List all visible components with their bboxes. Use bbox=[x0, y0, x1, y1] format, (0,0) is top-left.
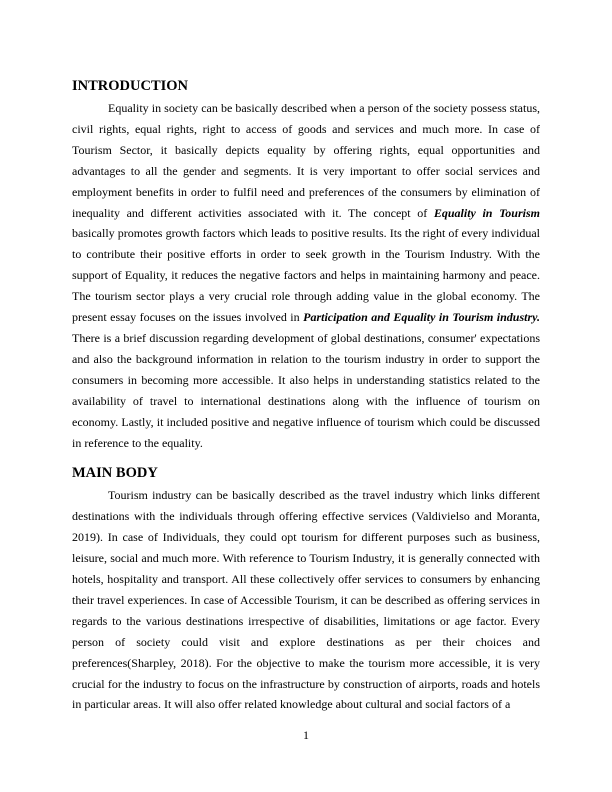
introduction-text-part-1: Equality in society can be basically described when a person of the society possess status, civil rights, equal rights, right to access of goods and services and much more. In case of Tourism Sector, it basically depicts equality by offering rights, equal opportunities and advantages to all the gender and segments. It is very important to offer social services and employment benefits in order to fulfil need and preferences of the consumers by elimination of inequality and different activities associated with it. The concept of bbox=[72, 101, 540, 220]
main-body-heading: MAIN BODY bbox=[72, 465, 158, 482]
participation-equality-emphasis: Participation and Equality in Tourism industry. bbox=[303, 310, 540, 325]
main-body-paragraph: Tourism industry can be basically described as the travel industry which links different destinations with the individuals through offering effective services (Valdivielso and Moranta, 2019). In case of Individuals, they could opt tourism for different purposes such as business, leisure, social and much more. With reference to Tourism Industry, it is generally connected with hotels, hospitality and transport. All these collectively offer services to consumers by enhancing their travel experiences. In case of Accessible Tourism, it can be described as offering services in regards to the various destinations irrespective of disabilities, limitations or age factor. Every person of society could visit and explore destinations as per their choices and preferences(Sharpley, 2018). For the objective to make the tourism more accessible, it is very crucial for the industry to focus on the infrastructure by construction of airports, roads and hotels in particular areas. It will also offer related knowledge about cultural and social factors of a bbox=[72, 488, 540, 712]
introduction-heading: INTRODUCTION bbox=[72, 78, 189, 94]
introduction-text-part-2: basically promotes growth factors which leads to positive results. Its the right of every individual to contribute their positive efforts in order to seek growth in the Tourism Industry. With the support of Equality, it reduces the negative factors and helps in maintaining harmony and peace. The tourism sector plays a very crucial role through adding value in the global economy. The present essay focuses on the issues involved in bbox=[72, 226, 540, 325]
introduction-paragraph bbox=[72, 98, 540, 453]
document-page bbox=[72, 76, 540, 715]
equality-in-tourism-emphasis: Equality in Tourism bbox=[433, 205, 540, 220]
page-number: 1 bbox=[303, 728, 309, 742]
introduction-text-part-3: There is a brief discussion regarding development of global destinations, consumer' expectations and also the background information in relation to the tourism industry in order to support the consumers in becoming more accessible. It also helps in understanding statistics related to the availability of travel to international destinations along with the influence of tourism on economy. Lastly, it included positive and negative influence of tourism which could be discussed in reference to the equality. bbox=[72, 330, 540, 450]
